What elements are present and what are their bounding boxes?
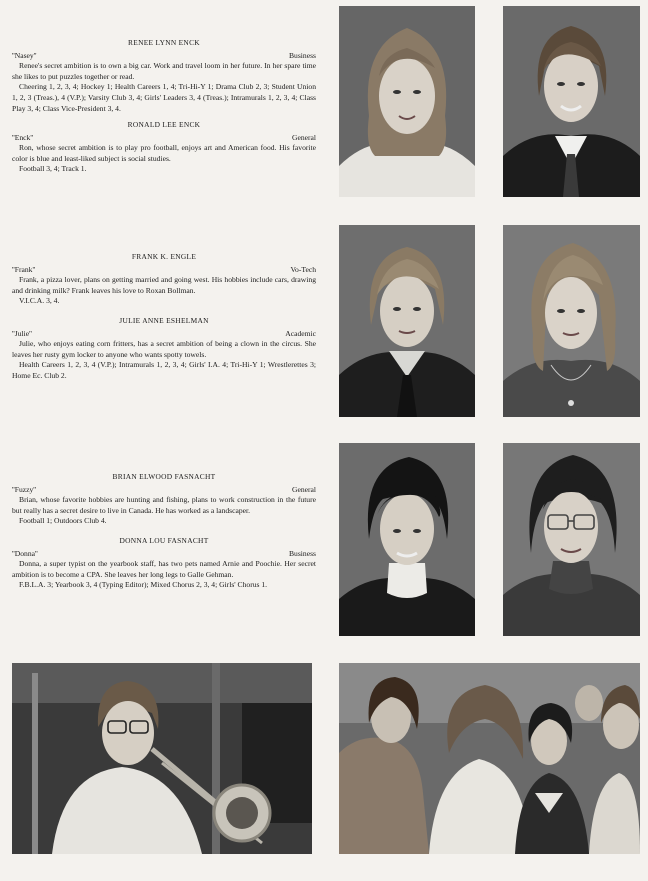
student-course: Business <box>288 548 316 558</box>
nickname-course-line <box>12 485 316 496</box>
student-activities: Health Careers 1, 2, 3, 4 (V.P.); Intramurals 1, 2, 3, 4; Girls' I.A. 4; Tri-Hi-Y 1; Wrestlerettes 3; Home Ec. Club 2. <box>12 360 316 380</box>
student-bio: Ron, whose secret ambition is to play pro football, enjoys art and American food. His favorite color is blue and least-liked subject is social studies. <box>12 143 316 163</box>
student-entry-ronald-enck <box>12 120 316 175</box>
student-course: Vo-Tech <box>290 264 316 274</box>
student-activities: Cheering 1, 2, 3, 4; Hockey 1; Health Careers 1, 4; Tri-Hi-Y 1; Drama Club 2, 3; Student Union 1, 2, 3 (Treas.), 4 (V.P.); Varsity Club 3, 4; Girls' Leaders 3, 4 (Treas.); Intramurals 1, 2, 3, 4; Class Play 3, 4; Class Vice-President 3, 4. <box>12 82 316 113</box>
candid-photo-group-students <box>339 663 640 854</box>
student-name: FRANK K. ENGLE <box>131 252 197 261</box>
portrait-photo-ronald-enck <box>503 6 640 197</box>
student-nickname: ''Donna'' <box>12 548 38 558</box>
student-course: Academic <box>285 328 316 338</box>
student-name: JULIE ANNE ESHELMAN <box>119 316 209 325</box>
nickname-course-line <box>12 549 316 560</box>
portrait-photo-renee-enck <box>339 6 475 197</box>
portrait-photo-frank-engle <box>339 225 475 417</box>
student-nickname: ''Julie'' <box>12 328 32 338</box>
student-nickname: ''Frank'' <box>12 264 36 274</box>
student-nickname: ''Enck'' <box>12 132 34 142</box>
student-name: RENEE LYNN ENCK <box>128 38 200 47</box>
candid-photo-trombone-player <box>12 663 312 854</box>
portrait-photo-donna-fasnacht <box>503 443 640 636</box>
student-activities: Football 3, 4; Track 1. <box>19 164 87 174</box>
student-bio: Brian, whose favorite hobbies are hunting and fishing, plans to work construction in the future but really has a secret desire to live in Canada. He has worked as a landscaper. <box>12 495 316 515</box>
student-entry-brian-fasnacht <box>12 472 316 527</box>
student-activities: Football 1; Outdoors Club 4. <box>19 516 107 526</box>
student-entry-julie-eshelman <box>12 316 316 382</box>
student-entry-donna-fasnacht <box>12 536 316 591</box>
student-name: DONNA LOU FASNACHT <box>119 536 209 545</box>
student-activities: F.B.L.A. 3; Yearbook 3, 4 (Typing Editor); Mixed Chorus 2, 3, 4; Girls' Chorus 1. <box>19 580 268 590</box>
student-name: RONALD LEE ENCK <box>127 120 201 129</box>
nickname-course-line <box>12 51 316 62</box>
student-activities: V.I.C.A. 3, 4. <box>19 296 60 306</box>
portrait-photo-brian-fasnacht <box>339 443 475 636</box>
student-course: General <box>291 132 316 142</box>
portrait-photo-julie-eshelman <box>503 225 640 417</box>
student-nickname: ''Fuzzy'' <box>12 484 37 494</box>
student-course: Business <box>288 50 316 60</box>
student-nickname: ''Nasey'' <box>12 50 37 60</box>
nickname-course-line <box>12 133 316 144</box>
student-bio: Julie, who enjoys eating corn fritters, has a secret ambition of being a clown in the circus. She leaves her rusty gym locker to anyone who wants spotty towels. <box>12 339 316 359</box>
student-entry-frank-engle <box>12 252 316 307</box>
nickname-course-line <box>12 329 316 340</box>
student-entry-renee-enck <box>12 38 316 114</box>
student-bio: Renee's secret ambition is to own a big car. Work and travel loom in her future. In her spare time she likes to put puzzles together or read. <box>12 61 316 81</box>
student-course: General <box>291 484 316 494</box>
student-bio: Donna, a super typist on the yearbook staff, has two pets named Arnie and Poochie. Her secret ambition is to become a CPA. She leaves her long legs to Galle Gehman. <box>12 559 316 579</box>
nickname-course-line <box>12 265 316 276</box>
student-name: BRIAN ELWOOD FASNACHT <box>112 472 216 481</box>
student-bio: Frank, a pizza lover, plans on getting married and going west. His hobbies include cars, drawing and drinking milk? Frank leaves his love to Roxan Bollman. <box>12 275 316 295</box>
